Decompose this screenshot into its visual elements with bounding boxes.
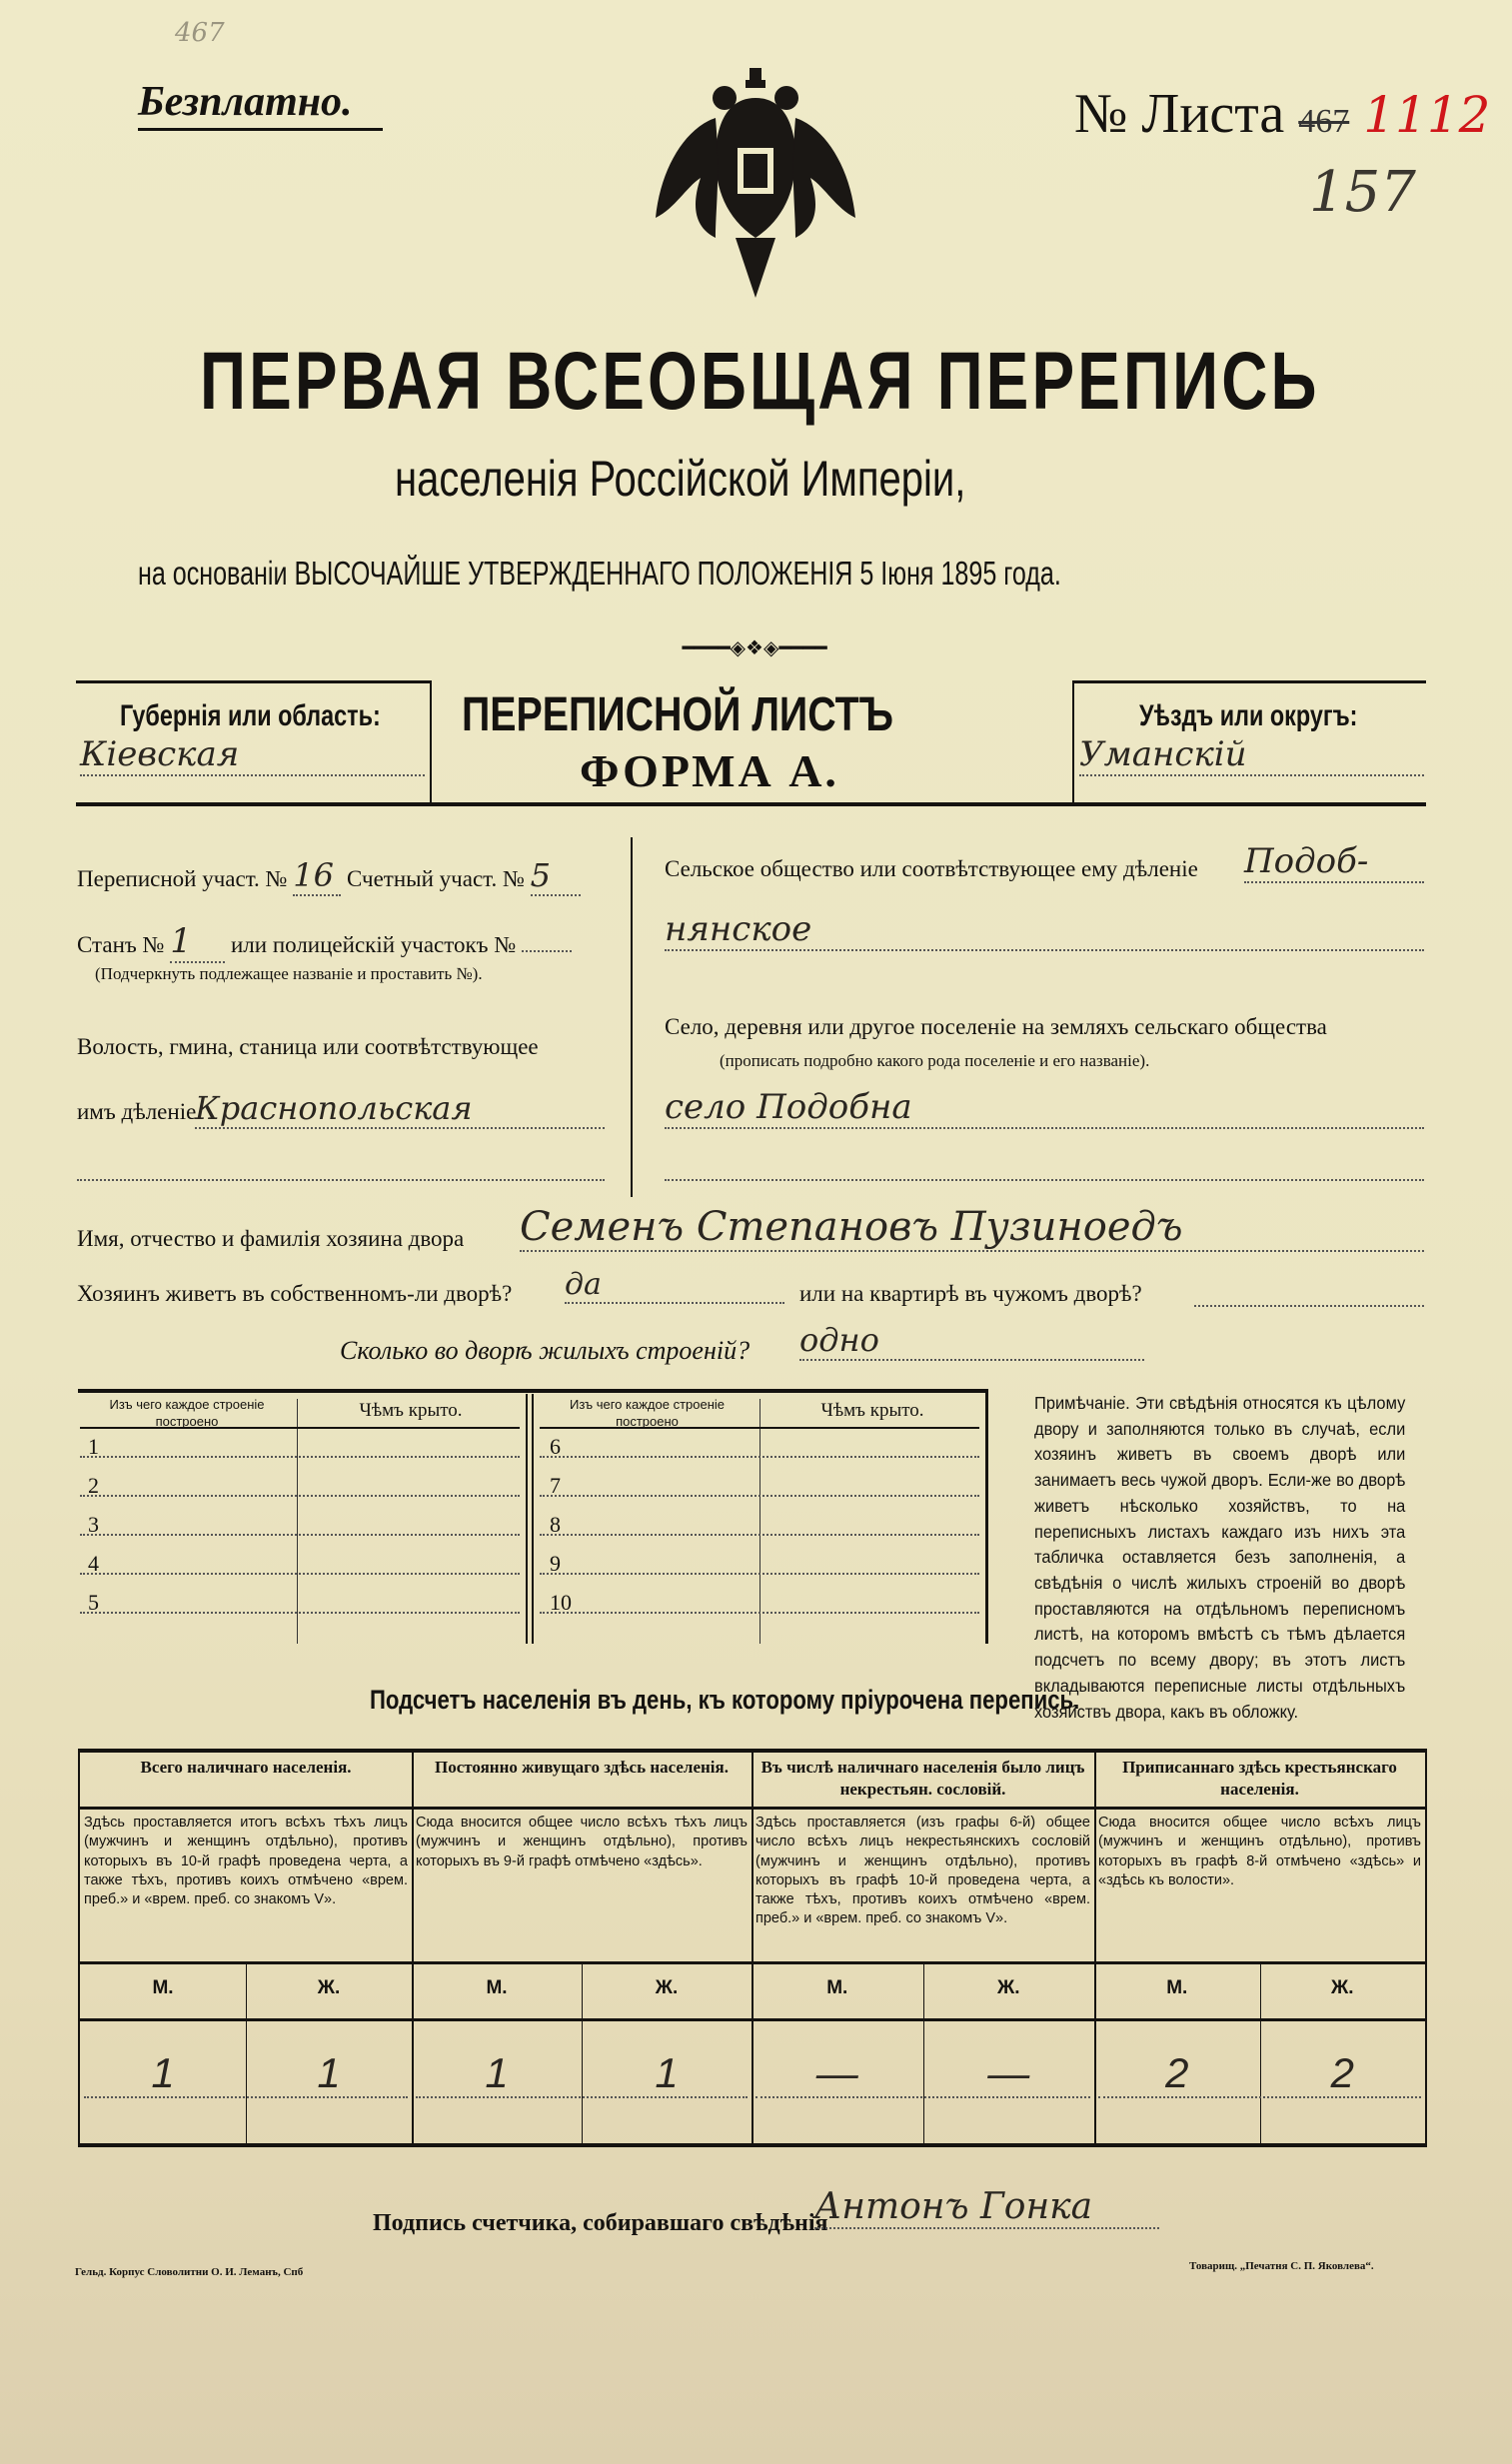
census-district-label: Переписной участ. № — [77, 866, 288, 891]
building-row-line[interactable] — [80, 1612, 520, 1614]
count-line — [84, 2096, 408, 2098]
village-note: (прописать подробно какого рода поселеніе и его названіе). — [720, 1051, 1150, 1070]
building-row-number: 1 — [88, 1434, 99, 1459]
population-heading: Подсчетъ населенія въ день, къ которому пріурочена перепись. — [370, 1685, 1080, 1715]
building-row-number: 9 — [550, 1551, 561, 1576]
building-row-number: 5 — [88, 1590, 99, 1615]
census-district-row — [77, 856, 581, 896]
volost-extra-line[interactable] — [77, 1159, 605, 1181]
building-row-number: 4 — [88, 1551, 99, 1576]
society-field-2[interactable]: нянское — [665, 909, 1424, 951]
signature-label: Подпись счетчика, собиравшаго свѣдѣнія — [373, 2210, 828, 2236]
struck-sheet-number: 467 — [1298, 103, 1350, 140]
female-header: Ж. — [1331, 1977, 1354, 1998]
male-count-field[interactable]: 2 — [1165, 2049, 1189, 2096]
male-count-field[interactable]: 1 — [151, 2049, 175, 2096]
female-header: Ж. — [317, 1977, 341, 1998]
uezd-label: Уѣздъ или округъ: — [1139, 699, 1358, 732]
male-header: М. — [826, 1977, 848, 1998]
village-extra-line[interactable] — [665, 1159, 1424, 1181]
building-row-number: 10 — [550, 1590, 572, 1615]
building-row-line[interactable] — [540, 1612, 979, 1614]
building-row-line[interactable] — [540, 1456, 979, 1458]
building-row-line[interactable] — [540, 1534, 979, 1536]
stan-field[interactable]: 1 — [170, 921, 225, 963]
building-row-line[interactable] — [80, 1534, 520, 1536]
village-field[interactable]: село Подобна — [665, 1087, 1424, 1129]
male-header: М. — [152, 1977, 174, 1998]
female-count-field[interactable]: — — [987, 2049, 1030, 2096]
population-column-desc: Сюда вносится общее число всѣхъ тѣхъ лицъ (мужчинъ и женщинъ отдѣльно), противъ которыхъ въ 9-й графѣ отмѣчено «здѣсь». — [416, 1815, 748, 1869]
population-column-title: Постоянно живущаго здѣсь населенія. — [435, 1758, 729, 1777]
owner-label: Имя, отчество и фамилія хозяина двора — [77, 1226, 465, 1251]
count-district-field[interactable]: 5 — [531, 856, 581, 896]
archive-old-number: 467 — [175, 18, 225, 48]
building-row-line[interactable] — [540, 1495, 979, 1497]
roof-header-right: Чѣмъ крыто. — [820, 1400, 924, 1421]
building-row-line[interactable] — [540, 1573, 979, 1575]
police-field[interactable] — [522, 950, 572, 952]
society-label: Сельское общество или соотвѣтствующее ему дѣленіе — [665, 856, 1198, 881]
male-count-field[interactable]: 1 — [485, 2049, 509, 2096]
male-header: М. — [1166, 1977, 1188, 1998]
police-label: или полицейскій участокъ № — [230, 932, 517, 957]
female-count-field[interactable]: 1 — [317, 2049, 341, 2096]
buildings-count-field[interactable]: одно — [799, 1321, 1144, 1361]
building-row-number: 2 — [88, 1473, 99, 1498]
buildings-count-label: Сколько во дворѣ жилыхъ строеній? — [340, 1336, 751, 1365]
footer-left: Гельд. Корпус Словолитни О. И. Леманъ, Спб — [75, 2266, 304, 2278]
volost-label: Волость, гмина, станица или соотвѣтствующее — [77, 1034, 539, 1059]
count-line — [756, 2096, 1090, 2098]
population-column-desc: Сюда вносится общее число всѣхъ лицъ (мужчинъ и женщинъ отдѣльно), противъ которыхъ въ графѣ 8-й отмѣчено «здѣсь» и «здѣсь къ волости». — [1098, 1815, 1421, 1888]
count-line — [416, 2096, 748, 2098]
sheet-label: № Листа — [1074, 83, 1285, 145]
gubernia-label: Губернія или область: — [120, 699, 381, 732]
population-column-title: Всего наличнаго населенія. — [140, 1758, 352, 1777]
count-line — [1098, 2096, 1421, 2098]
population-column-desc: Здѣсь проставляется (изъ графы 6-й) общее число всѣхъ лицъ некрестьянскихъ сословій (мужчинъ и женщинъ отдѣльно), противъ которыхъ въ графѣ 10-й проведена черта, а также тѣхъ, противъ коихъ отмѣчено «врем. преб.» и «врем. преб. со знакомъ V». — [756, 1815, 1090, 1927]
signature-field[interactable]: Антонъ Гонка — [814, 2186, 1159, 2229]
double-headed-eagle-emblem — [650, 68, 861, 308]
rented-label: или на квартирѣ въ чужомъ дворѣ? — [799, 1281, 1142, 1306]
building-row-number: 8 — [550, 1512, 561, 1537]
volost-field[interactable]: Краснопольская — [195, 1089, 605, 1129]
legal-basis: на основаніи ВЫСОЧАЙШЕ УТВЕРЖДЕННАГО ПОЛОЖЕНІЯ 5 Іюня 1895 года. — [138, 555, 1061, 592]
ornament-divider: ━━━━◈❖◈━━━━ — [682, 637, 827, 659]
census-district-field[interactable]: 16 — [293, 856, 341, 896]
gubernia-field[interactable]: Кіевская — [80, 734, 425, 776]
footer-right: Товарищ. „Печатня С. П. Яковлева“. — [1189, 2260, 1374, 2272]
building-row-line[interactable] — [80, 1573, 520, 1575]
village-label: Село, деревня или другое поселеніе на земляхъ сельскаго общества — [665, 1014, 1327, 1039]
society-field[interactable]: Подоб- — [1244, 841, 1424, 883]
owner-field[interactable]: Семенъ Степановъ Пузиноедъ — [520, 1204, 1424, 1252]
count-district-label: Счетный участ. № — [346, 866, 525, 891]
page-subtitle: населенія Россійской Имперіи, — [395, 451, 966, 507]
red-sheet-number: 1112 — [1363, 86, 1491, 144]
sheet-number-label — [1074, 82, 1491, 146]
stan-label: Станъ № — [77, 932, 165, 957]
male-header: М. — [486, 1977, 508, 1998]
page-title: ПЕРВАЯ ВСЕОБЩАЯ ПЕРЕПИСЬ — [200, 336, 1320, 427]
building-row-line[interactable] — [80, 1495, 520, 1497]
underline-note: (Подчеркнуть подлежащее названіе и проставить №). — [95, 964, 483, 983]
female-header: Ж. — [655, 1977, 679, 1998]
uezd-field[interactable]: Уманскій — [1079, 734, 1424, 776]
volost-label-2: имъ дѣленіе — [77, 1099, 197, 1124]
form-subtitle: ФОРМА А. — [580, 745, 839, 796]
population-column-title: Приписаннаго здѣсь крестьянскаго населенія. — [1122, 1758, 1397, 1800]
population-column-desc: Здѣсь проставляется итогъ всѣхъ тѣхъ лицъ (мужчинъ и женщинъ отдѣльно), противъ которыхъ въ 10-й графѣ проведена черта, а также тѣхъ, противъ коихъ отмѣчено «врем. преб.» и «врем. преб. со знакомъ V». — [84, 1815, 408, 1908]
building-row-number: 3 — [88, 1512, 99, 1537]
building-row-number: 7 — [550, 1473, 561, 1498]
female-count-field[interactable]: 1 — [655, 2049, 679, 2096]
free-label: Безплатно. — [138, 79, 353, 125]
own-yard-label: Хозяинъ живетъ въ собственномъ-ли дворѣ? — [77, 1281, 513, 1306]
stan-row — [77, 921, 572, 963]
form-title: ПЕРЕПИСНОЙ ЛИСТЪ — [462, 688, 893, 741]
material-header-right: Изъ чего каждое строеніе построено — [569, 1397, 726, 1429]
female-header: Ж. — [997, 1977, 1020, 1998]
roof-header-left: Чѣмъ крыто. — [359, 1400, 463, 1421]
material-header-left: Изъ чего каждое строеніе построено — [109, 1397, 265, 1429]
building-row-number: 6 — [550, 1434, 561, 1459]
population-column-title: Въ числѣ наличнаго населенія было лицъ некрестьян. сословій. — [760, 1758, 1085, 1800]
female-count-field[interactable]: 2 — [1330, 2049, 1354, 2096]
archive-pencil-number: 157 — [1309, 160, 1416, 225]
buildings-note: Примѣчаніе. Эти свѣдѣнія относятся къ цѣлому двору и заполняются только въ случаѣ, если хозяинъ живетъ въ своемъ дворѣ или занимаетъ весь чужой дворъ. Если-же во дворѣ живетъ нѣсколько хозяйствъ, то на переписныхъ листахъ каждаго изъ нихъ эта табличка оставляется безъ заполненія, а свѣдѣнія о числѣ жилыхъ строеній во дворѣ проставляются на отдѣльномъ переписномъ листѣ, на которомъ вмѣстѣ съ тѣмъ дѣлается подсчетъ по всему двору; въ этотъ листъ вкладываются переписные листы отдѣльныхъ хозяйствъ двора, какъ въ обложку. — [1034, 1393, 1406, 1722]
building-row-line[interactable] — [80, 1456, 520, 1458]
male-count-field[interactable]: — — [815, 2049, 858, 2096]
rented-field[interactable] — [1194, 1281, 1424, 1307]
own-yard-field[interactable]: да — [565, 1267, 784, 1304]
